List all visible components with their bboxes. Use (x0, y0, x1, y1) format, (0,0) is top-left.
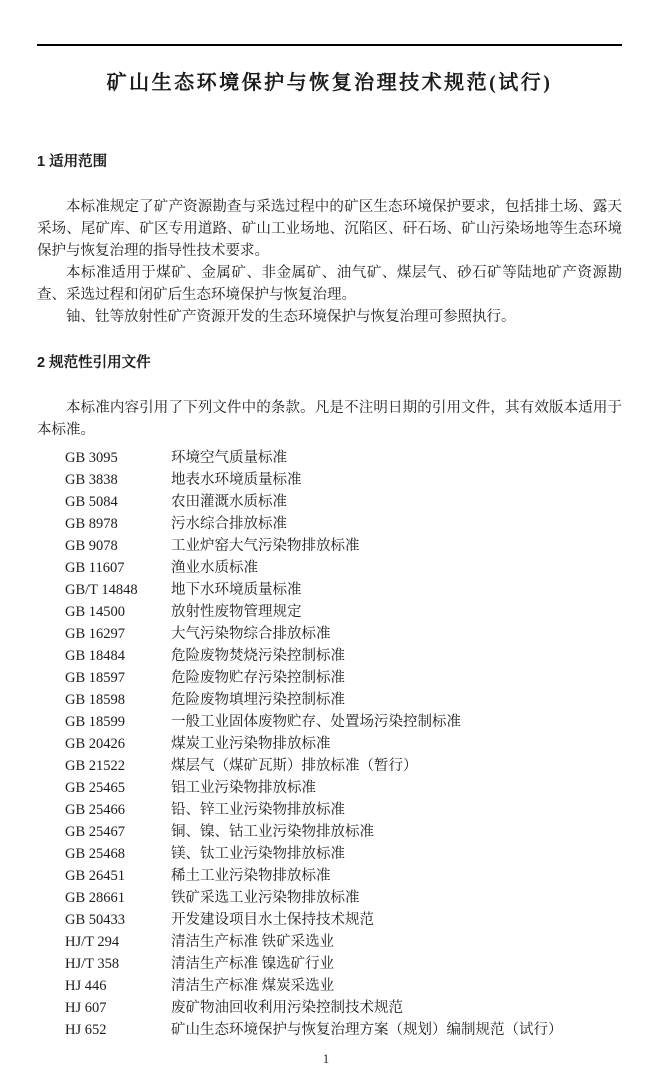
reference-title: 污水综合排放标准 (171, 516, 287, 532)
reference-row (37, 667, 622, 689)
reference-row (37, 821, 622, 843)
reference-code: GB 50433 (65, 912, 126, 928)
reference-row (37, 447, 622, 469)
reference-title: 矿山生态环境保护与恢复治理方案（规划）编制规范（试行） (171, 1022, 563, 1038)
reference-row (37, 645, 622, 667)
reference-row (37, 689, 622, 711)
reference-row (37, 557, 622, 579)
reference-title: 煤炭工业污染物排放标准 (171, 736, 331, 752)
reference-row (37, 733, 622, 755)
reference-row (37, 535, 622, 557)
reference-row (37, 513, 622, 535)
reference-title: 清洁生产标准 煤炭采选业 (171, 978, 335, 994)
reference-code: GB 20426 (65, 736, 126, 752)
reference-row (37, 755, 622, 777)
reference-title: 危险废物填埋污染控制标准 (171, 692, 345, 708)
reference-title: 铅、锌工业污染物排放标准 (171, 802, 345, 818)
header-rule (37, 44, 622, 46)
reference-code: HJ/T 294 (65, 934, 120, 950)
reference-title: 农田灌溉水质标准 (171, 494, 287, 510)
reference-code: GB 21522 (65, 758, 126, 774)
reference-row (37, 601, 622, 623)
reference-row (37, 491, 622, 513)
reference-title: 铜、镍、钴工业污染物排放标准 (171, 824, 374, 840)
reference-title: 地表水环境质量标准 (171, 472, 302, 488)
reference-row (37, 799, 622, 821)
reference-row (37, 623, 622, 645)
reference-code: GB 25467 (65, 824, 126, 840)
reference-code: GB 25468 (65, 846, 126, 862)
reference-code: GB 9078 (65, 538, 118, 554)
reference-code: HJ 607 (65, 1000, 107, 1016)
reference-row (37, 579, 622, 601)
section-1-paragraph: 铀、钍等放射性矿产资源开发的生态环境保护与恢复治理可参照执行。 (66, 309, 516, 325)
reference-title: 镁、钛工业污染物排放标准 (171, 846, 345, 862)
section-2-heading: 2 规范性引用文件 (37, 355, 151, 371)
reference-code: HJ/T 358 (65, 956, 120, 972)
document-title: 矿山生态环境保护与恢复治理技术规范(试行) (106, 72, 553, 94)
reference-code: GB 25466 (65, 802, 126, 818)
reference-code: GB 26451 (65, 868, 126, 884)
reference-code: GB 18597 (65, 670, 126, 686)
reference-title: 铝工业污染物排放标准 (171, 780, 316, 796)
reference-code: GB 18598 (65, 692, 126, 708)
reference-code: GB 3838 (65, 472, 118, 488)
reference-row (37, 887, 622, 909)
reference-title: 清洁生产标准 铁矿采选业 (171, 934, 335, 950)
reference-title: 环境空气质量标准 (171, 450, 287, 466)
references-list (37, 447, 622, 1041)
reference-code: HJ 446 (65, 978, 107, 994)
reference-title: 放射性废物管理规定 (171, 604, 302, 620)
reference-code: GB 5084 (65, 494, 118, 510)
section-1-heading: 1 适用范围 (37, 154, 108, 170)
reference-title: 工业炉窑大气污染物排放标准 (171, 538, 360, 554)
section-2-intro: 本标准内容引用了下列文件中的条款。凡是不注明日期的引用文件，其有效版本适用于本标准。 (37, 400, 622, 438)
reference-title: 渔业水质标准 (171, 560, 258, 576)
reference-row (37, 1019, 622, 1041)
reference-row (37, 865, 622, 887)
reference-code: GB 28661 (65, 890, 126, 906)
reference-row (37, 931, 622, 953)
reference-row (37, 953, 622, 975)
page-content (37, 0, 622, 1041)
reference-code: GB 25465 (65, 780, 126, 796)
reference-code: GB 11607 (65, 560, 125, 576)
reference-row (37, 843, 622, 865)
reference-title: 清洁生产标准 镍选矿行业 (171, 956, 335, 972)
reference-code: GB 3095 (65, 450, 118, 466)
reference-code: GB 18599 (65, 714, 126, 730)
reference-row (37, 975, 622, 997)
reference-title: 地下水环境质量标准 (171, 582, 302, 598)
reference-code: GB 8978 (65, 516, 118, 532)
reference-row (37, 711, 622, 733)
reference-title: 危险废物焚烧污染控制标准 (171, 648, 345, 664)
reference-row (37, 909, 622, 931)
reference-title: 稀土工业污染物排放标准 (171, 868, 331, 884)
reference-title: 煤层气（煤矿瓦斯）排放标准（暂行） (171, 758, 418, 774)
reference-row (37, 469, 622, 491)
reference-code: GB 16297 (65, 626, 126, 642)
section-1-paragraph: 本标准适用于煤矿、金属矿、非金属矿、油气矿、煤层气、砂石矿等陆地矿产资源勘查、采选过程和闭矿后生态环境保护与恢复治理。 (37, 265, 622, 303)
reference-title: 危险废物贮存污染控制标准 (171, 670, 345, 686)
reference-code: HJ 652 (65, 1022, 107, 1038)
page-number: 1 (322, 1051, 330, 1066)
reference-code: GB/T 14848 (65, 582, 138, 598)
reference-title: 开发建设项目水土保持技术规范 (171, 912, 374, 928)
reference-title: 废矿物油回收利用污染控制技术规范 (171, 1000, 403, 1016)
reference-title: 一般工业固体废物贮存、处置场污染控制标准 (171, 714, 461, 730)
reference-row (37, 997, 622, 1019)
reference-title: 铁矿采选工业污染物排放标准 (171, 890, 360, 906)
section-1-paragraph: 本标准规定了矿产资源勘查与采选过程中的矿区生态环境保护要求，包括排土场、露天采场、尾矿库、矿区专用道路、矿山工业场地、沉陷区、矸石场、矿山污染场地等生态环境保护与恢复治理的指导性技术要求。 (37, 199, 622, 259)
reference-row (37, 777, 622, 799)
reference-code: GB 14500 (65, 604, 126, 620)
reference-code: GB 18484 (65, 648, 126, 664)
reference-title: 大气污染物综合排放标准 (171, 626, 331, 642)
